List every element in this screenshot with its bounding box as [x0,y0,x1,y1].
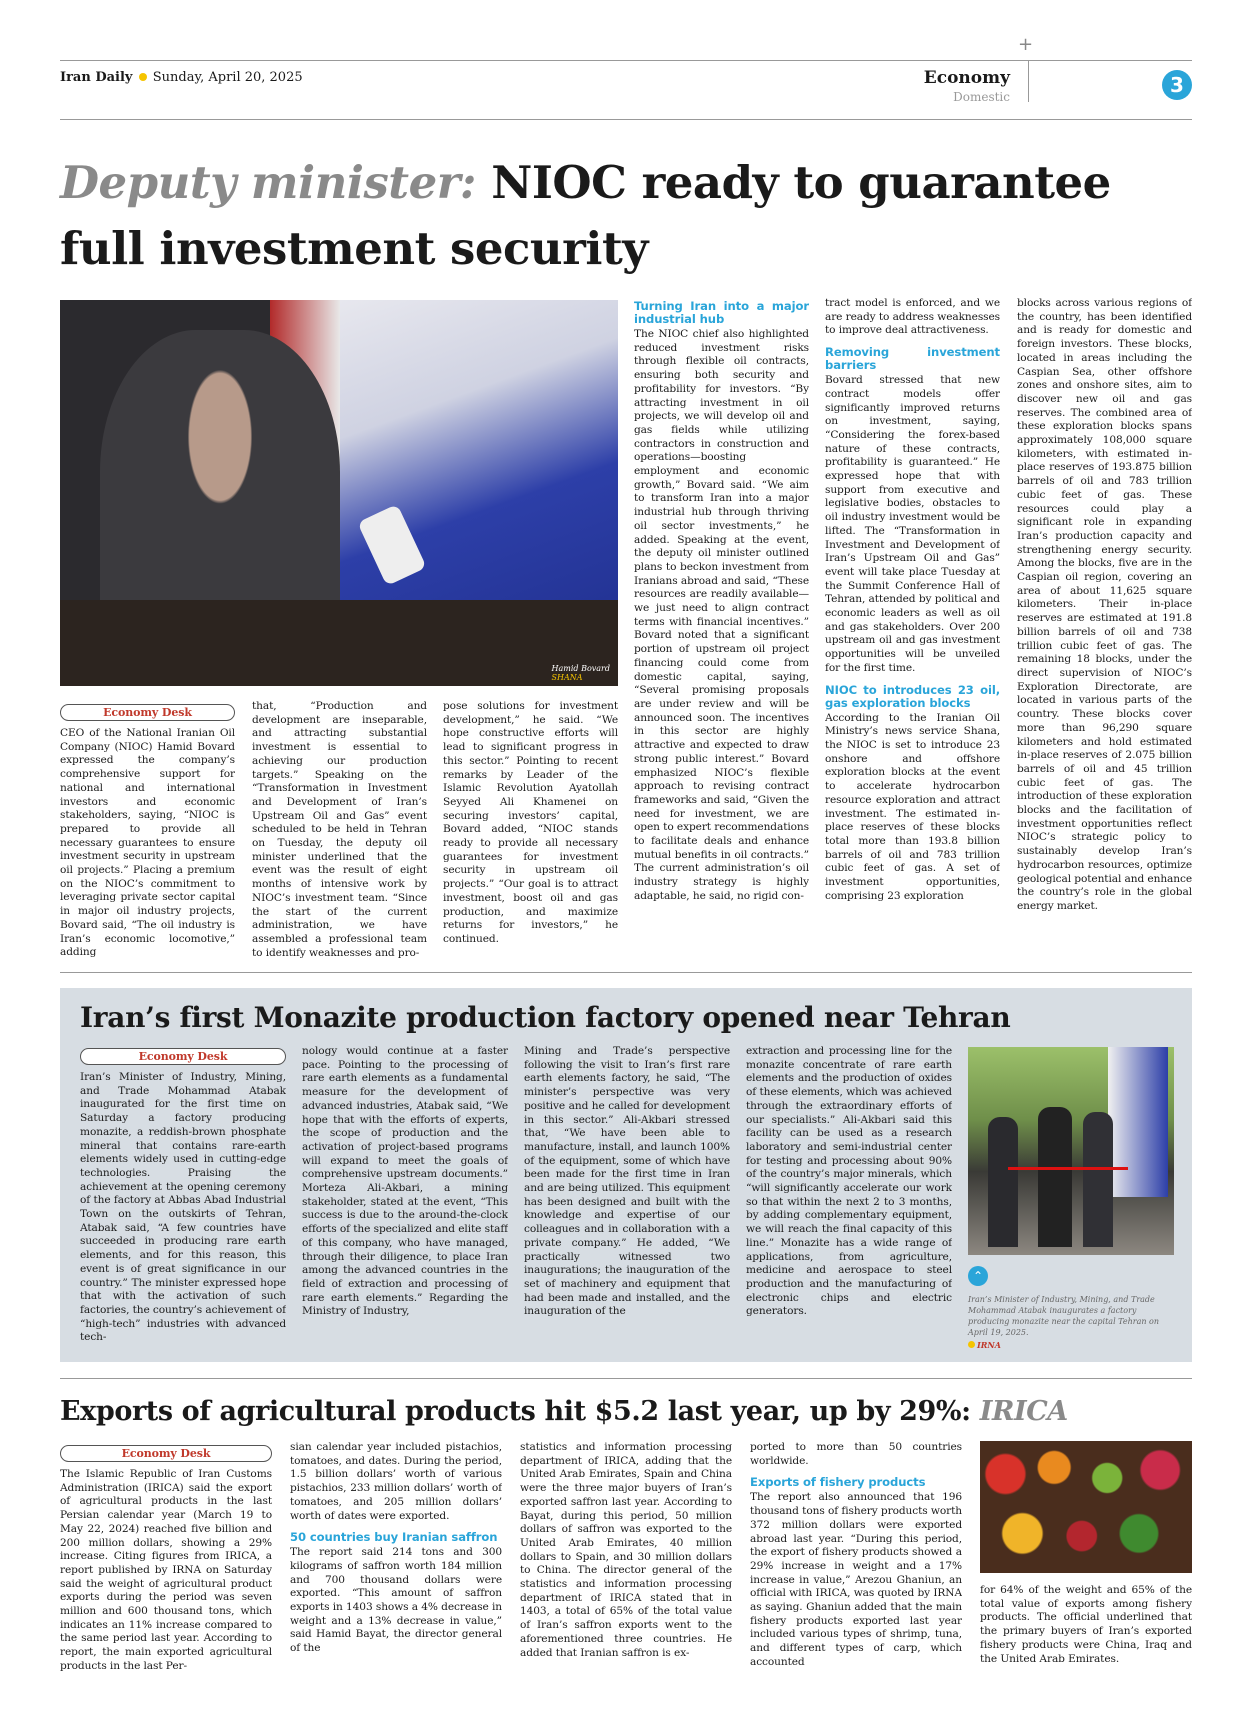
table-surface [60,600,618,686]
chevron-up-icon[interactable]: ⌃ [968,1266,988,1286]
article2-photo [968,1047,1174,1255]
article1-text2: that, “Production and development are inseparable, and attracting substantial investment is essential to achieving our production targets.” Speaking on the “Transformation in Investment and Development of Iran’s Upstream Oil and Gas” event scheduled to be held in Tehran on Tuesday, the deputy oil minister underlined that the event was the result of eight months of intensive work by NIOC’s investment team. “Since the start of the current administration, we have assembled a professional team to identify weaknesses and pro- [252,700,427,959]
article2-text3: Mining and Trade’s perspective following the visit to Iran’s first rare earth elements factory, he said, “The minister’s perspective was very positive and he called for development in this sector.” Ali-Akbari stressed that, “We have been able to manufacture, install, and launch 100% of the equipment, some of which have been made for the first time in Iran and are being utilized. This equipment has been designed and built with the knowledge and expertise of our colleagues and in collaboration with a private company.” He added, “We practically witnessed two inaugurations; the inauguration of the set of machinery and equipment that had been made and installed, and the inauguration of the [524,1045,730,1318]
article1-text5c: According to the Iranian Oil Ministry’s news service Shana, the NIOC is set to introduce 23 onshore and offshore exploration blocks at the event to accelerate hydrocarbon resource exploration and attract investment. The estimated in-place reserves of these blocks total more than 193.8 billion barrels of oil and 783 trillion cubic feet of gas. A set of investment opportunities, comprising 23 exploration [825,711,1000,902]
article3-col2 [290,1441,502,1727]
headline-line2: full investment security [60,222,648,275]
ribbon [1008,1167,1128,1170]
headline-gray: Deputy minister: [60,156,477,209]
subhead-industrial-hub: Turning Iran into a major industrial hub [634,299,809,326]
article3-text2b: The report said 214 tons and 300 kilograms of saffron worth 184 million and 700 thousand dollars were exported. “This amount of saffron exports in 1403 shows a 4% decrease in weight and a 13% decrease in value,” said Hamid Bayat, the director general of the [290,1546,502,1655]
article3-text1: The Islamic Republic of Iran Customs Administration (IRICA) said the export of agricultural products in the last Persian calendar year (March 19 to May 22, 2024) reached five billion and 200 million dollars, showing a 29% increase. Citing figures from IRICA, a report published by IRNA on Saturday said the weight of agricultural product exports during the period was seven million and 600 thousand tons, which indicates an 11% increase compared to the same period last year. According to report, the main exported agricultural products in the last Per- [60,1468,272,1672]
dot-icon [139,73,147,81]
subhead-blocks: NIOC to introduces 23 oil, gas exploration blocks [825,682,1000,710]
subhead-fishery: Exports of fishery products [750,1475,926,1490]
article1-col3 [443,700,618,966]
header-top-rule [60,60,1192,61]
caption-name: Hamid Bovard [551,664,610,673]
article1-text3: pose solutions for investment development,” he said. “We hope constructive efforts will lead to significant progress in this sector.” Pointing to recent remarks by Leader of the Islamic Revolution Ayatollah Seyyed Ali Khamenei on securing investors’ capital, Bovard added, “NIOC stands ready to provide all necessary guarantees for investment security in upstream oil projects.” “Our goal is to attract investment, boost oil and gas production, and maximize returns for investors,” he continued. [443,700,618,945]
article1-headline [60,150,1200,282]
page-number: 3 [1162,70,1192,100]
article1-text6: blocks across various regions of the country, has been identified and is ready for domestic and foreign investors. These blocks, located in areas including the Caspian Sea, other offshore zones and onshore sites, aim to discover new oil and gas reserves. The combined area of these exploration blocks spans approximately 108,000 square kilometers, with estimated in-place reserves of 193.875 billion barrels of oil and 783 trillion cubic feet of gas. These resources could play a significant role in expanding Iran’s production capacity and strengthening energy security. Among the blocks, five are in the Caspian oil region, covering an area of about 11,625 square kilometers. Their in-place reserves are estimated at 191.8 billion barrels of oil and 738 trillion cubic feet of gas. The remaining 18 blocks, under the direct supervision of NIOC’s Exploration Directorate, are located in various parts of the country. These blocks cover more than 96,290 square kilometers and hold estimated in-place reserves of 2.075 billion barrels of oil and 45 trillion cubic feet of gas. The introduction of these exploration blocks and the facilitation of investment opportunities reflect NIOC’s strategic policy to sustainably develop Iran’s hydrocarbon resources, optimize geological potential and enhance the country’s role in the global energy market. [1017,297,1192,912]
article1-text5b: Bovard stressed that new contract models offer significantly improved returns on investment, saying, “Considering the forex-based nature of these contracts, profitability is guaranteed.” He expressed hope that with support from executive and legislative bodies, obstacles to oil industry investment would be lifted. The “Transformation in Investment and Development of Iran’s Upstream Oil and Gas” event will take place Tuesday at the Summit Conference Hall of Tehran, attended by political and economic leaders as well as oil and gas stakeholders. Over 200 upstream oil and gas investment opportunities will be unveiled for the first time. [825,374,1000,674]
article2-text4: extraction and processing line for the monazite concentrate of rare earth elements and the production of oxides of these elements, which was achieved through the extraordinary efforts of our specialists.” Ali-Akbari said this facility can be used as a research laboratory and semi-industrial center for testing and processing about 90% of the country’s major minerals, which “will significantly accelerate our work so that within the next 2 to 3 months, by adding complementary equipment, we will reach the final capacity of this line.” Monazite has a wide range of applications, from agriculture, medicine and aerospace to steel production and the manufacturing of electronic chips and electric generators. [746,1045,952,1318]
headline-gray: IRICA [979,1396,1068,1427]
article1-col2 [252,700,427,966]
article2-bottom-rule [60,1378,1192,1379]
headline-black: Exports of agricultural products hit $5.2 last year, up by 29%: [60,1396,971,1427]
subsection-title: Domestic [953,90,1010,104]
article3-col4 [750,1441,962,1727]
article3-text4a: ported to more than 50 countries worldwide. [750,1441,962,1467]
caption-credit: SHANA [551,673,583,682]
desk-label: Economy Desk [60,704,235,721]
article3-text2a: sian calendar year included pistachios, tomatoes, and dates. During the period, 1.5 billion dollars’ worth of various pistachios, 233 million dollars’ worth of tomatoes, and 205 million dollars’ worth of dates were exported. [290,1441,502,1522]
paper-name: Iran Daily [60,70,133,85]
article3-text4b: The report also announced that 196 thousand tons of fishery products worth 372 million dollars were exported abroad last year. “During this period, the export of fishery products showed a 29% increase in weight and a 17% increase in value,” Arezou Ghaniun, an official with IRICA, was quoted by IRNA as saying. Ghaniun added that the main fishery products exported last year included various types of shrimp, tuna, and different types of carp, which accounted [750,1491,962,1668]
desk-label: Economy Desk [60,1445,272,1462]
subhead-saffron: 50 countries buy Iranian saffron [290,1530,498,1545]
caption-credit [968,1340,1174,1351]
plus-mark: + [1018,34,1034,55]
header-divider [1028,60,1029,102]
dot-icon [968,1341,975,1348]
article2-col4 [746,1045,952,1348]
masthead [60,70,303,85]
article1-text1: CEO of the National Iranian Oil Company (NIOC) Hamid Bovard expressed the company’s comprehensive support for national and international investors and economic stakeholders, saying, “NIOC is prepared to provide all necessary guarantees to ensure investment security in upstream oil projects.” Placing a premium on the NIOC’s commitment to leveraging private sector capital in major oil industry projects, Bovard said, “The oil industry is Iran’s economic locomotive,” adding [60,727,235,959]
article3-text5: for 64% of the weight and 65% of the total value of exports among fishery products. The official underlined that the primary buyers of Iran’s exported fishery products were China, Iraq and the United Arab Emirates. [980,1584,1192,1665]
desk-label: Economy Desk [80,1048,286,1065]
person-figure [988,1117,1018,1247]
photo-caption [552,664,610,682]
article3-photo [980,1441,1192,1573]
article3-headline [60,1392,1068,1432]
article3-text3: statistics and information processing department of IRICA, adding that the United Arab Emirates, Spain and China were the three major buyers of Iran’s exported saffron last year. According to Bayat, during this period, 50 million dollars of saffron was exported to the United Arab Emirates, 40 million dollars to Spain, and 30 million dollars to China. The director general of the statistics and information processing department of IRICA stated that in 1403, a total of 65% of the total value of Iran’s saffron exports went to the aforementioned three countries. He added that Iranian saffron is ex- [520,1441,732,1659]
header-bottom-rule [60,119,1192,120]
article1-photo [60,300,618,686]
article1-text5a: tract model is enforced, and we are ready to address weaknesses to improve deal attractiveness. [825,297,1000,337]
article2-headline: Iran’s first Monazite production factory opened near Tehran [80,1001,1011,1034]
article2-col3 [524,1045,730,1348]
article3-col5 [980,1584,1192,1727]
article2-col2 [302,1045,508,1348]
headline-black: NIOC ready to guarantee [491,156,1111,209]
article2-caption [968,1294,1174,1351]
article1-col1 [60,704,235,966]
section-title: Economy [923,68,1010,88]
article2-col1 [80,1048,286,1348]
article3-col3 [520,1441,732,1727]
article2-text1: Iran’s Minister of Industry, Mining, and Trade Mohammad Atabak inaugurated for the first time on Saturday a factory producing monazite, a reddish-brown phosphate mineral that contains rare-earth elements widely used in cutting-edge technologies. Praising the achievement at the opening ceremony of the factory at Abbas Abad Industrial Town on the outskirts of Tehran, Atabak said, “A few countries have succeeded in producing rare earth elements, and for this reason, this event is of great significance in our country.” The minister expressed hope that with the activation of such factories, the country’s achievement of “high-tech” industries with advanced tech- [80,1071,286,1344]
issue-date: Sunday, April 20, 2025 [152,70,303,85]
article2-text2: nology would continue at a faster pace. Pointing to the processing of rare earth elements as a fundamental measure for the development of advanced industries, Atabak said, “We hope that with the efforts of experts, the scope of production and the activation of project-based programs will expand to meet the goals of comprehensive upstream documents.” Morteza Ali-Akbari, a mining stakeholder, stated at the event, “This success is due to the around-the-clock efforts of the specialized and elite staff of this company, who have managed, through their diligence, to place Iran among the advanced countries in the field of extraction and processing of rare earth elements.” Regarding the Ministry of Industry, [302,1045,508,1318]
article1-text4: The NIOC chief also highlighted reduced investment risks through flexible oil contracts, ensuring both security and profitability for investors. “By attracting investment in oil projects, we will develop oil and gas fields while utilizing contractors in construction and operations—boosting employment and economic growth,” Bovard said. “We aim to transform Iran into a major industrial hub through thriving oil sector investments,” he added. Speaking at the event, the deputy oil minister outlined plans to beckon investment from Iranians abroad and said, “These resources are readily available—we just need to align contract terms with financial incentives.” Bovard noted that a significant portion of upstream oil project financing could come from domestic capital, saying, “Several promising proposals are under review and will be announced soon. The incentives in this sector are highly attractive and expected to draw strong public interest.” Bovard emphasized NIOC’s flexible approach to revising contract frameworks and said, “Given the need for investment, we are open to expert recommendations to facilitate deals and enhance mutual benefits in oil contracts.” The current administration’s oil industry strategy is highly adaptable, he said, no rigid con- [634,328,809,902]
caption-text: Iran’s Minister of Industry, Mining, and Trade Mohammad Atabak inaugurates a factory producing monazite near the capital Tehran on April 19, 2025. [968,1295,1160,1337]
article3-col1 [60,1445,272,1727]
article1-col4 [634,297,809,967]
article1-col6 [1017,297,1192,967]
person-figure [1083,1112,1113,1247]
article1-col5 [825,297,1000,967]
credit-text: IRNA [977,1340,1001,1350]
subhead-barriers: Removing investment barriers [825,345,1000,373]
person-figure [1038,1107,1072,1247]
flag-backdrop [1108,1047,1168,1197]
article1-bottom-rule [60,972,1192,973]
